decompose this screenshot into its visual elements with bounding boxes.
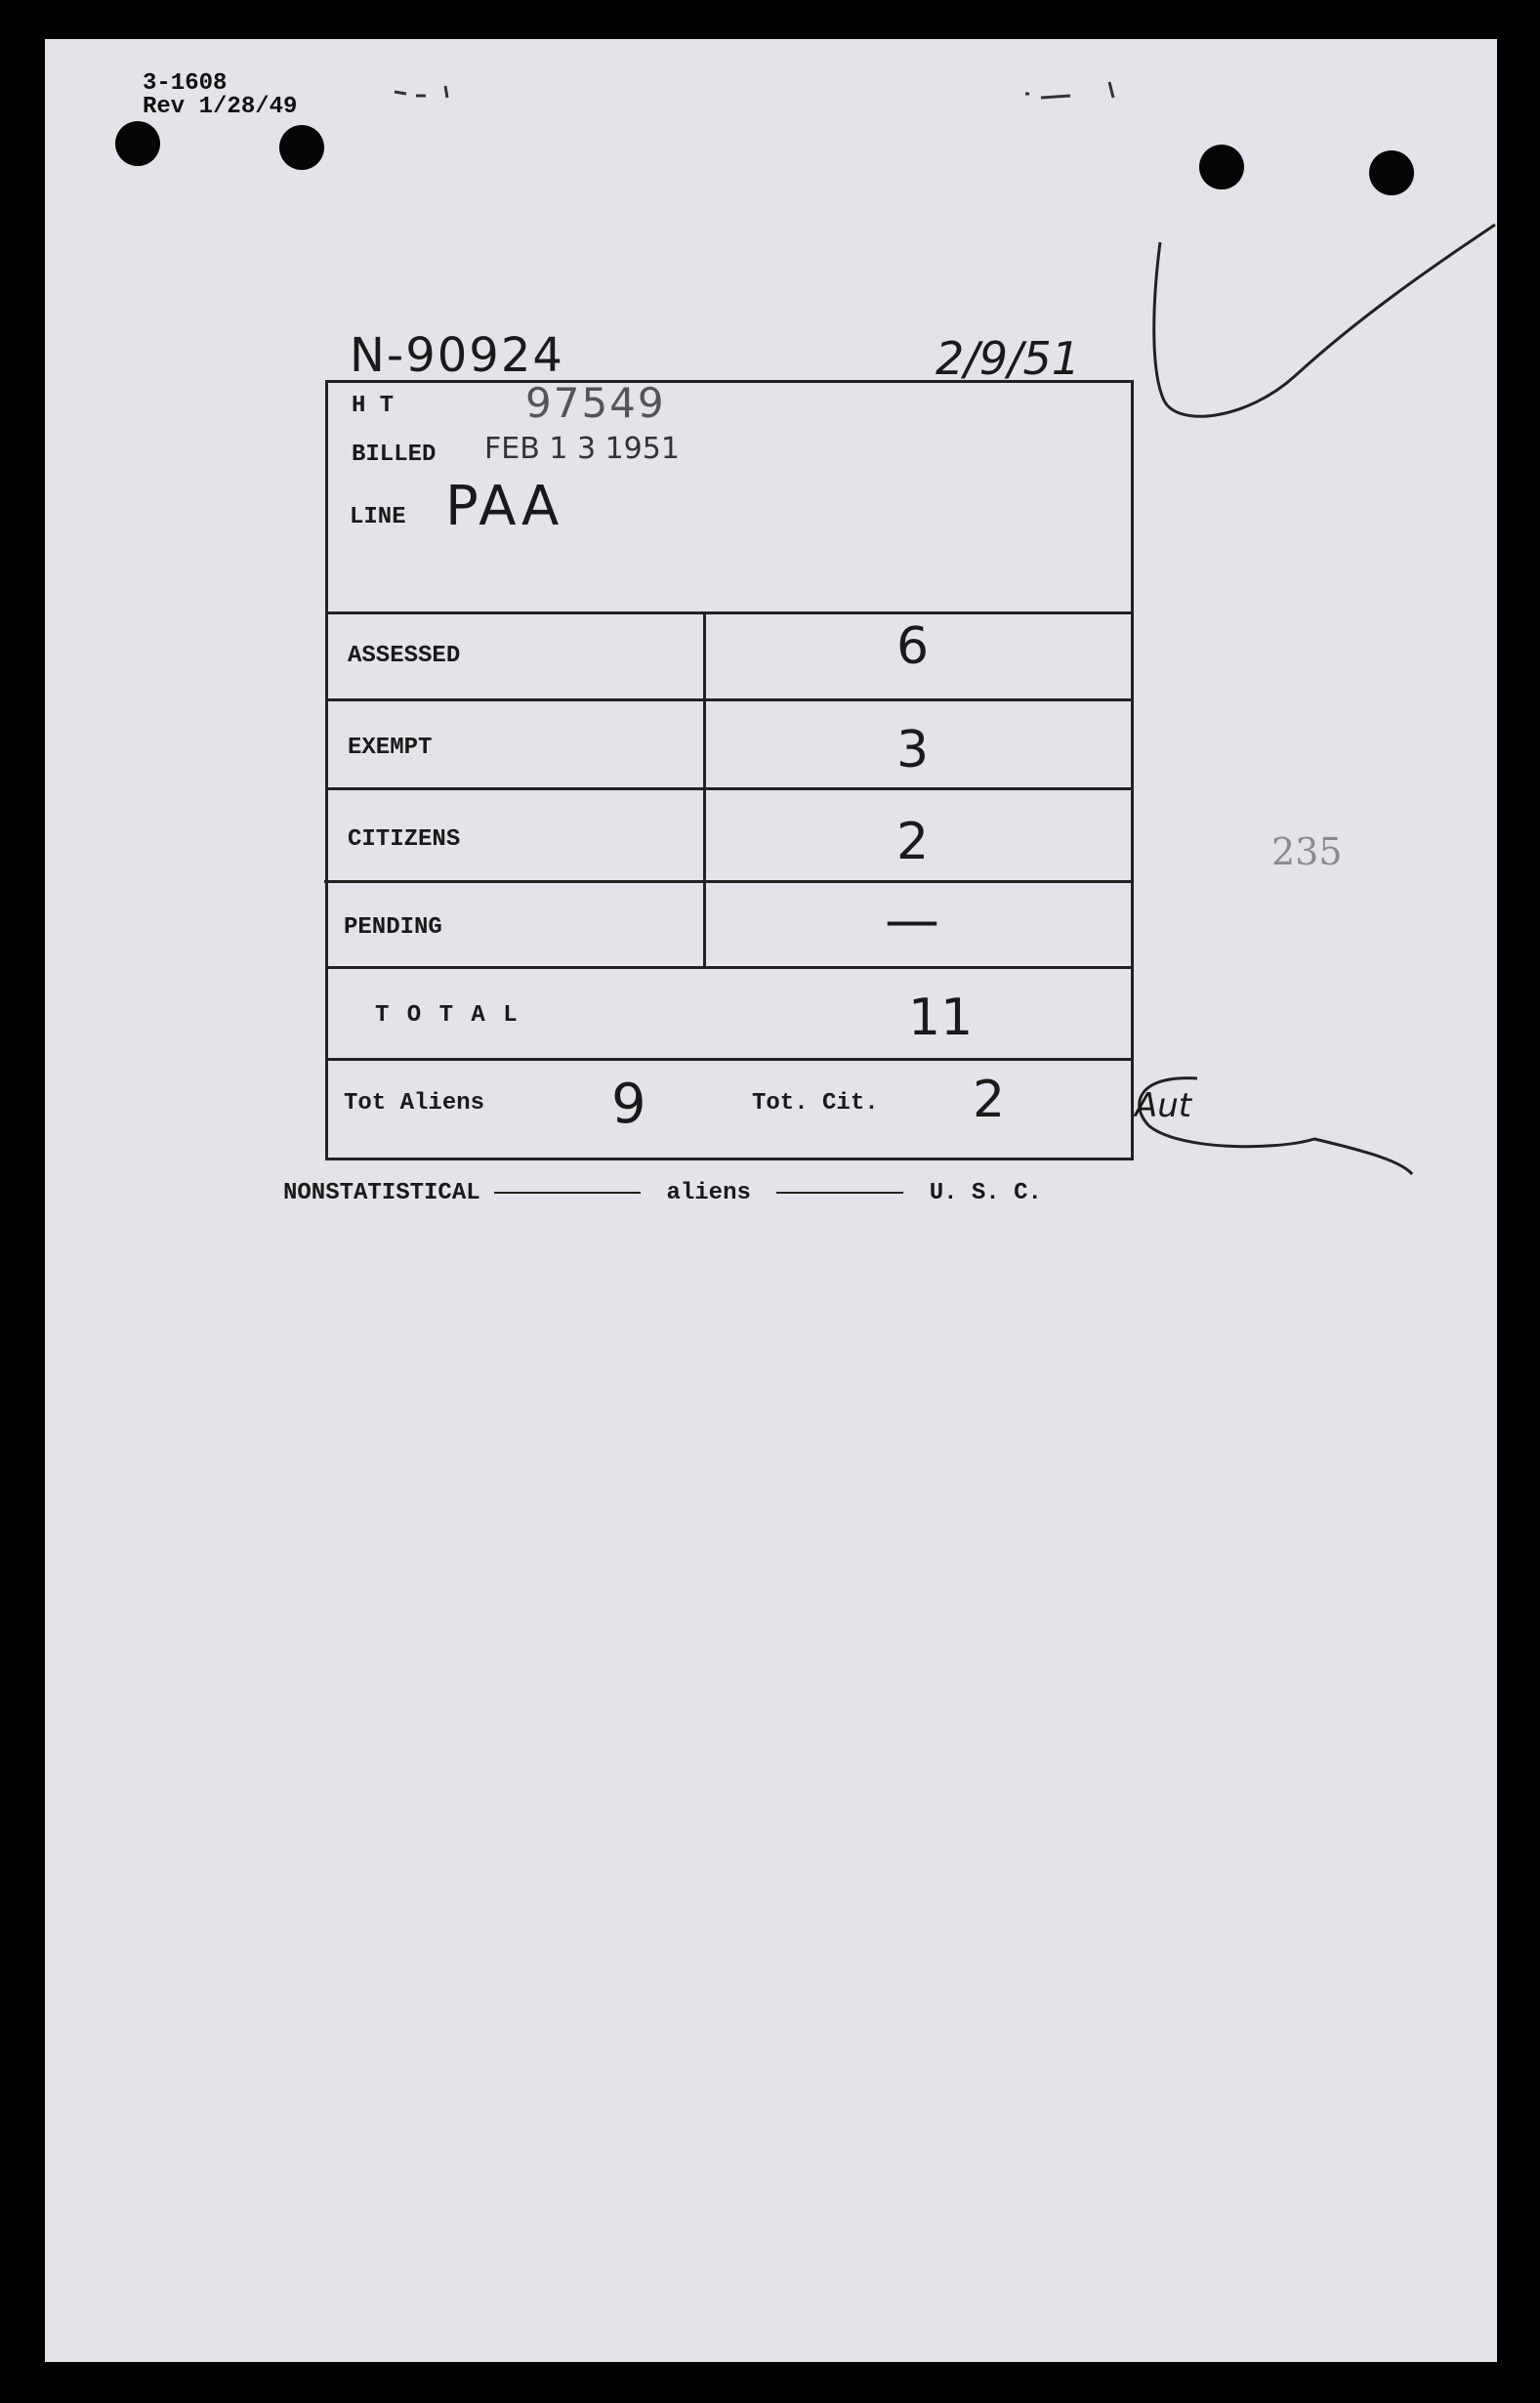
form-revision: Rev 1/28/49 <box>143 94 298 120</box>
document-sheet <box>45 39 1497 2362</box>
row-value-assessed: 6 <box>896 617 930 676</box>
file-number: N-90924 <box>350 328 564 383</box>
tot-cit-label: Tot. Cit. <box>752 1090 879 1117</box>
total-value: 11 <box>908 989 974 1047</box>
total-label: T O T A L <box>375 1002 520 1029</box>
rule <box>328 611 1131 614</box>
usc-label: U. S. C. <box>929 1180 1042 1206</box>
form-number-block <box>143 72 297 119</box>
handwritten-date: 2/9/51 <box>936 332 1081 385</box>
billed-date-stamp: FEB 1 3 1951 <box>484 432 680 466</box>
punch-hole-icon <box>115 121 160 166</box>
blank-line <box>494 1192 641 1194</box>
aliens-label: aliens <box>666 1180 751 1206</box>
rule <box>324 880 1131 883</box>
row-label-exempt: EXEMPT <box>348 735 433 761</box>
check-mark-icon <box>1139 186 1510 459</box>
row-value-pending: — <box>885 889 939 952</box>
nonstatistical-label: NONSTATISTICAL <box>283 1180 480 1206</box>
rule <box>328 1058 1131 1061</box>
assessment-form-box <box>325 380 1134 1160</box>
tot-aliens-label: Tot Aliens <box>344 1090 485 1117</box>
rule <box>328 698 1131 701</box>
line-label: LINE <box>350 504 406 530</box>
punch-hole-icon <box>1199 145 1244 190</box>
initials-loop-icon <box>1080 1045 1432 1182</box>
ink-marks-icon <box>387 68 543 107</box>
tot-cit-value: 2 <box>973 1071 1006 1129</box>
rule <box>328 787 1131 790</box>
footer-line <box>283 1180 1042 1206</box>
line-value: PAA <box>445 475 563 538</box>
ht-number: 97549 <box>525 379 666 427</box>
row-label-citizens: CITIZENS <box>348 826 461 853</box>
ink-marks-icon <box>1012 64 1158 104</box>
tot-aliens-value: 9 <box>611 1073 646 1136</box>
row-value-citizens: 2 <box>896 813 930 871</box>
initials: Aut <box>1135 1086 1192 1125</box>
column-divider <box>703 611 706 966</box>
row-label-pending: PENDING <box>344 914 442 941</box>
ht-label: H T <box>352 393 395 419</box>
page-number: 235 <box>1271 830 1343 873</box>
punch-hole-icon <box>279 125 324 170</box>
billed-label: BILLED <box>352 442 437 468</box>
row-value-exempt: 3 <box>896 721 930 780</box>
row-label-assessed: ASSESSED <box>348 643 461 669</box>
form-number: 3-1608 <box>143 70 228 97</box>
rule <box>328 966 1131 969</box>
blank-line <box>776 1192 903 1194</box>
